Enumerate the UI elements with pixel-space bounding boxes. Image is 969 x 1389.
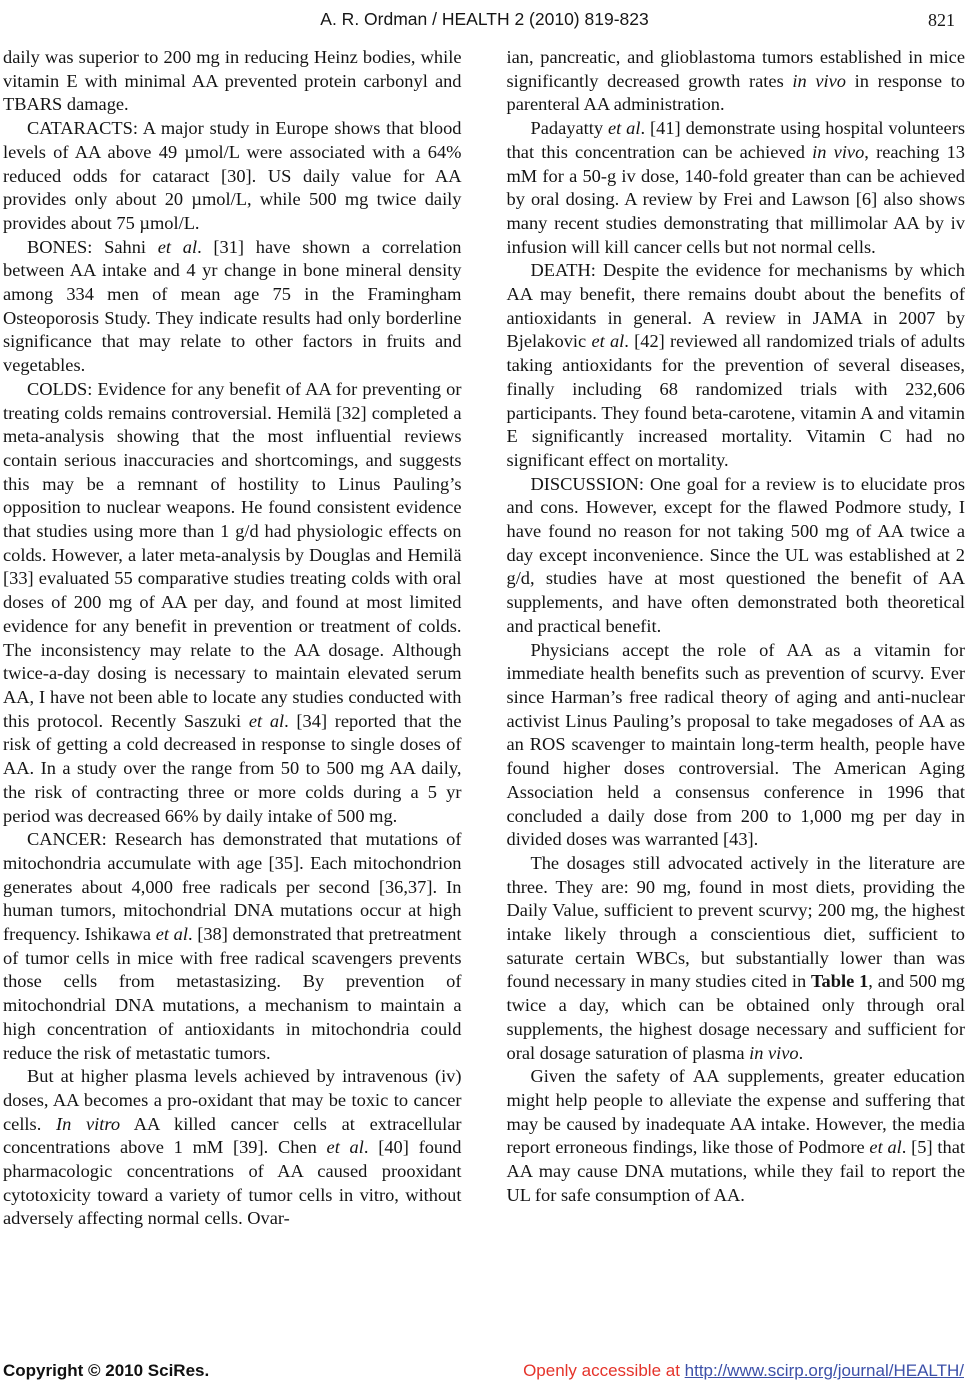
paragraph: Physicians accept the role of AA as a vitamin for immediate health benefits such as prevention of scurvy. Ever since Harman’s free radical theory of aging and anti-nuclear activist Linus Pauling’s proposal to take megadoses of AA as an ROS scavenger to maintain long-term health, people have found higher doses controversial. The American Aging Association held a consensus conference in 1996 that concluded a daily dose from 200 to 1,000 mg per day in divided doses was warranted [43]. (506, 639, 965, 850)
paragraph: The dosages still advocated actively in the literature are three. They are: 90 mg, found in most diets, providing the Daily Value, sufficient to prevent scurvy; 200 mg, the highest intake likely through a conscientious diet, sufficient to saturate certain WBCs, but substantially lower than was found necessary in many studies cited in Table 1, and 500 mg twice a day, which can be obtained only through oral supplements, the highest dosage necessary and sufficient for oral dosage saturation of plasma in vivo. (506, 852, 965, 1063)
running-title: A. R. Ordman / HEALTH 2 (2010) 819-823 (320, 9, 649, 29)
paragraph: But at higher plasma levels achieved by intravenous (iv) doses, AA becomes a pro-oxidant that may be toxic to cancer cells. In vitro AA killed cancer cells at extracellular concentrations above 1 mM [39]. Chen et al. [40] found pharmacologic concentrations of AA caused prooxidant cytotoxicity toward a variety of tumor cells in vitro, without adversely affecting normal cells. Ovar- (3, 1066, 462, 1229)
article-body (3, 46, 965, 1231)
paragraph: COLDS: Evidence for any benefit of AA for preventing or treating colds remains controversial. Hemilä [32] completed a meta-analysis showing that the most influential reviews contain serious inaccuracies and shortcomings, and suggests this may be a remnant of hostility to Linus Pauling’s opposition to nuclear weapons. He found consistent evidence that studies using more than 1 g/d had physiologic effects on colds. However, a later meta-analysis by Douglas and Hemilä [33] evaluated 55 comparative studies treating colds with oral doses of 200 mg of AA per day, and found at most limited evidence for any benefit in prevention or treatment of colds. The inconsistency may relate to the AA dosage. Although twice-a-day dosing is necessary to maintain elevated serum AA, I have not been able to locate any studies conducted with this protocol. Recently Saszuki et al. [34] reported that the risk of getting a cold decreased in response to single doses of AA. In a study over the range from 50 to 500 mg AA daily, the risk of contracting three or more colds during a 5 yr period was decreased 66% by daily intake of 500 mg. (3, 378, 462, 826)
access-statement (523, 1361, 964, 1381)
copyright-notice: Copyright © 2010 SciRes. (3, 1361, 210, 1380)
right-column (507, 46, 966, 1231)
paragraph: DISCUSSION: One goal for a review is to elucidate pros and cons. However, except for the flawed Podmore study, I have found no reason for not taking 500 mg of AA twice a day except inconvenience. Since the UL was established at 2 g/d, studies have at most questioned the benefit of AA supplements, and have often demonstrated both theoretical and practical benefit. (506, 473, 965, 636)
page-header (0, 9, 969, 35)
journal-url-link[interactable]: http://www.scirp.org/journal/HEALTH/ (684, 1361, 964, 1380)
paragraph: CANCER: Research has demonstrated that mutations of mitochondria accumulate with age [35]. Each mitochondrion generates about 4,000 free radicals per second [36,37]. In human tumors, mitochondrial DNA mutations occur at high frequency. Ishikawa et al. [38] demonstrated that pretreatment of tumor cells in mice with free radical scavengers prevents those cells from metastasizing. By prevention of mitochondrial DNA mutations, a mechanism to maintain a high concentration of antioxidants in mitochondria could reduce the risk of metastatic tumors. (3, 829, 462, 1063)
paragraph: CATARACTS: A major study in Europe shows that blood levels of AA above 49 µmol/L were associated with a 64% reduced odds for cataract [30]. US daily value for AA provides only about 20 µmol/L, while 500 mg twice daily provides about 75 µmol/L. (3, 118, 462, 233)
page-number: 821 (928, 10, 955, 30)
paragraph: Given the safety of AA supplements, greater education might help people to alleviate the expense and suffering that may be caused by inadequate AA intake. However, the media report erroneous findings, like those of Podmore et al. [5] that AA may cause DNA mutations, while they fail to report the UL for safe consumption of AA. (506, 1066, 965, 1205)
access-text: Openly accessible at (523, 1361, 685, 1380)
paragraph: BONES: Sahni et al. [31] have shown a correlation between AA intake and 4 yr change in bone mineral density among 334 men of mean age 75 in the Framingham Osteoporosis Study. They indicate results had only borderline significance that may relate to other factors in fruits and vegetables. (3, 236, 462, 376)
left-column (3, 46, 462, 1231)
page-footer (3, 1361, 964, 1381)
paragraph: daily was superior to 200 mg in reducing Heinz bodies, while vitamin E with minimal AA prevented protein carbonyl and TBARS damage. (3, 47, 462, 115)
paragraph: DEATH: Despite the evidence for mechanisms by which AA may benefit, there remains doubt about the benefits of antioxidants in general. A review in JAMA in 2007 by Bjelakovic et al. [42] reviewed all randomized trials of adults taking antioxidants for the prevention of several diseases, finally including 68 randomized trials with 232,606 participants. They found beta-carotene, vitamin A and vitamin E significantly increased mortality. Vitamin C had no significant effect on mortality. (506, 260, 965, 470)
paragraph: Padayatty et al. [41] demonstrate using hospital volunteers that this concentration can be achieved in vivo, reaching 13 mM for a 50-g iv dose, 140-fold greater than can be achieved by oral dosing. A review by Frei and Lawson [6] also shows many recent studies demonstrating that millimolar AA by iv infusion will kill cancer cells but not normal cells. (506, 118, 965, 257)
paragraph: ian, pancreatic, and glioblastoma tumors established in mice significantly decreased growth rates in vivo in response to parenteral AA administration. (506, 47, 965, 115)
